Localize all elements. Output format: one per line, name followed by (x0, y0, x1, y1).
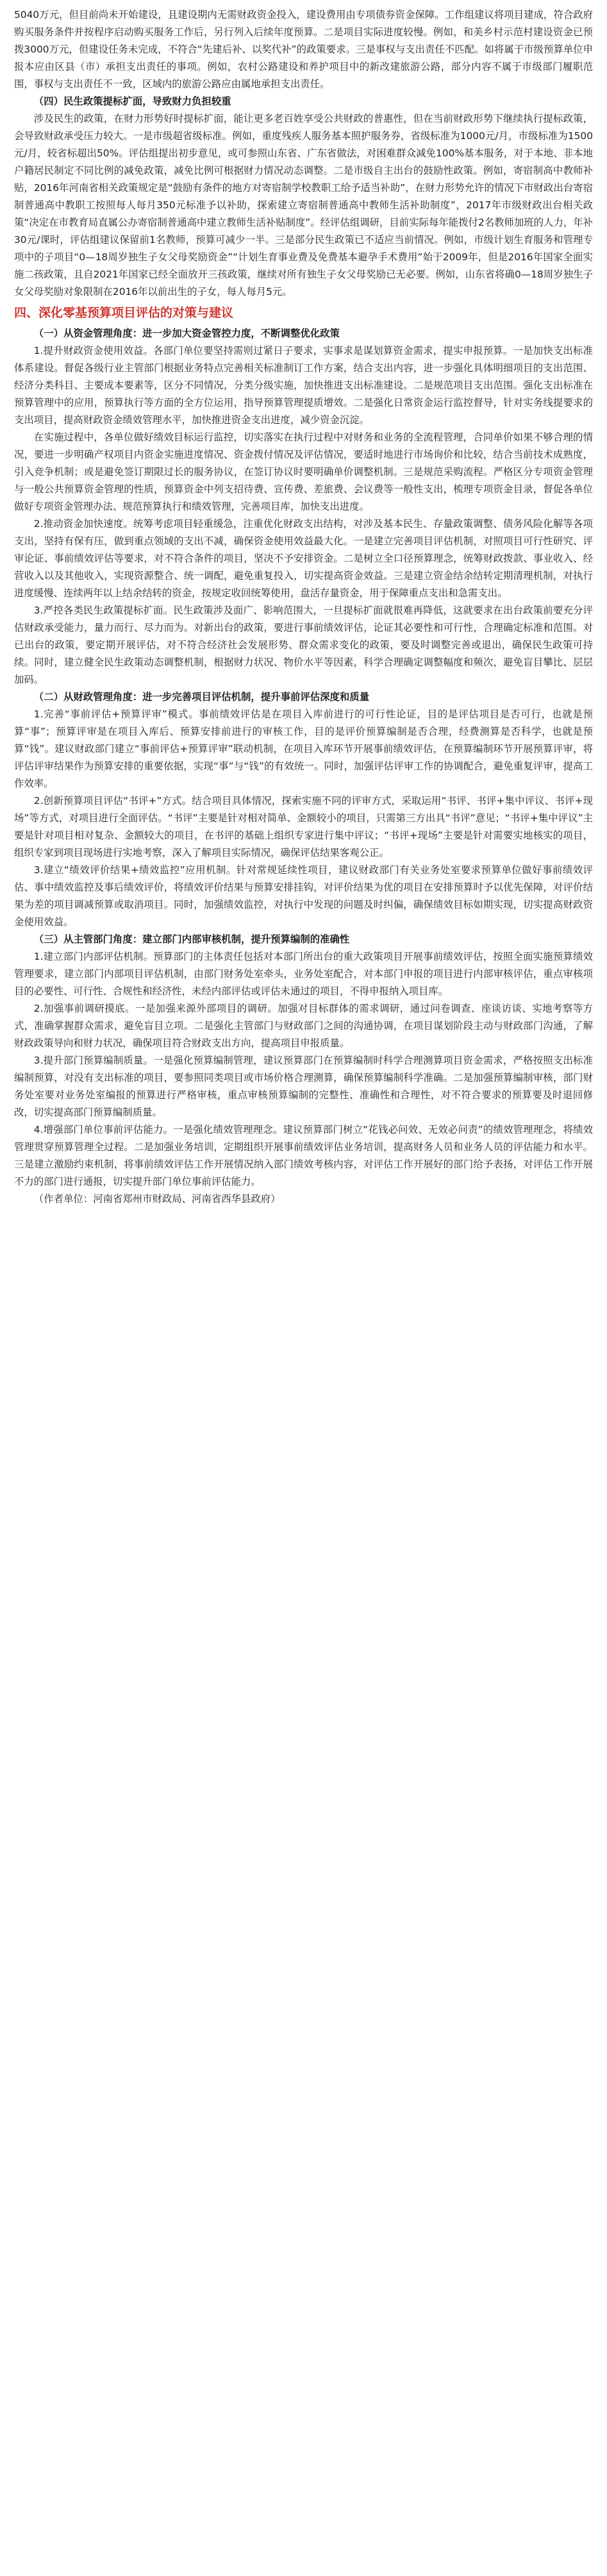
paragraph: 2.推动资金加快速度。统筹考虑项目轻重缓急，注重优化财政支出结构，对涉及基本民生、存量政策调整、债务风险化解等各项支出，坚持有保有压，做到重点领域的支出不减，确保资金使用效益最大化。一是建立完善项目评估机制，对照项目可行性研究、评审论证、事前绩效评估等要求，对不符合条件的项目，坚决不予安排资金。二是树立全口径预算理念，统筹财政拨款、事业收入、经营收入以及其他收入，实现资源整合、统一调配，避免重复投入，切实提高资金效益。三是建立资金结余结转定期清理机制，对执行进度缓慢、连续两年以上结余结转的资金，按规定收回统筹使用，盘活存量资金，用于保障重点支出和急需支出。 (14, 518, 593, 599)
subsection-4-2-heading: （二）从财政管理角度：进一步完善项目评估机制，提升事前评估深度和质量 (33, 691, 370, 703)
subsection-4-1-heading: （一）从资金管理角度：进一步加大资金管控力度，不断调整优化政策 (33, 328, 340, 339)
author-affiliation: （作者单位：河南省郑州市财政局、河南省西华县政府） (33, 1193, 281, 1205)
paragraph: 1.建立部门内部评估机制。预算部门的主体责任包括对本部门所出台的重大政策项目开展事前绩效评估，按照全面实施预算绩效管理要求，建立部门内部项目评估机制，由部门财务处室牵头，业务处室配合，对本部门申报的项目进行内部审核评估，重点审核项目的必要性、可行性、合规性和经济性，未经内部评估或评估未通过的项目，不得申报纳入项目库。 (14, 951, 593, 997)
paragraph: 2.创新预算项目评估“书评+”方式。结合项目具体情况，探索实施不同的评审方式，采取运用“书评、书评+集中评议、书评+现场”等方式，对项目进行全面评估。“书评”主要是针对相对简单、金额较小的项目，只需第三方出具“书评”意见；“书评+集中评议”主要是针对项目相对复杂、金额较大的项目，在书评的基础上组织专家进行集中评议；“书评+现场”主要是针对需要实地核实的项目，组织专家到项目现场进行实地考察，深入了解项目实际情况，确保评估结果客观公正。 (14, 795, 593, 858)
paragraph: 3.严控各类民生政策提标扩面。民生政策涉及面广、影响范围大，一旦提标扩面就很难再降低，这就要求在出台政策前要充分评估财政承受能力，量力而行、尽力而为。对新出台的政策，要进行事前绩效评估，论证其必要性和可行性，合理确定标准和范围。对已出台的政策，要定期开展评估，对不符合经济社会发展形势、群众需求变化的政策，要及时调整完善或退出，确保民生政策可持续。同时，建立健全民生政策动态调整机制，根据财力状况、物价水平等因素，科学合理确定调整幅度和频次，避免盲目攀比、层层加码。 (14, 605, 593, 685)
section-4-heading: 四、深化零基预算项目评估的对策与建议 (14, 306, 234, 320)
paragraph: 3.建立“绩效评价结果+绩效监控”应用机制。针对常规延续性项目，建议财政部门有关业务处室要求预算单位做好事前绩效评估、事中绩效监控及事后绩效评价，将绩效评价结果与预算安排挂钩，对评价结果为优的项目在安排预算时予以优先保障，对评价结果为差的项目调减预算或取消项目。同时，加强绩效监控，对执行中发现的问题及时纠偏，确保绩效目标如期实现，切实提高财政资金使用效益。 (14, 864, 593, 928)
paragraph: 3.提升部门预算编制质量。一是强化预算编制管理，建议预算部门在预算编制时科学合理测算项目资金需求，严格按照支出标准编制预算，对没有支出标准的项目，要参照同类项目或市场价格合理测算，确保预算编制科学准确。二是加强预算编制审核，部门财务处室要对业务处室编报的预算进行严格审核，重点审核预算编制的完整性、准确性和合理性，对不符合要求的预算要及时退回修改，切实提高部门预算编制质量。 (14, 1055, 593, 1118)
subsection-4-body: 涉及民生的政策，在财力形势好时提标扩面，能让更多老百姓享受公共财政的普惠性，但在当前财政形势下继续执行提标政策，会导致财政承受压力较大。一是市级超省级标准。例如，重度残疾人服务基本照护服务券，省级标准为1000元/月，市级标准为1500元/月，较省标超出50%。评估组提出初步意见，或可参照山东省、广东省做法，对困难群众减免100%基本服务，对于本地、非本地户籍居民制定不同比例的减免政策，减免比例可根据财力情况动态调整。二是市级自主出台的鼓励性政策。例如，寄宿制高中教师补贴，2016年河南省相关政策规定是“鼓励有条件的地方对寄宿制学校教职工给予适当补助”，在财力形势允许的情况下市财政出台寄宿制普通高中教职工按照每人每月350元标准予以补助，探索建立寄宿制普通高中教师生活补助制度”，2017年市级财政出台相关政策“决定在市教育局直属公办寄宿制普通高中建立教师生活补贴制度”。经评估组调研，目前实际每年能拨付2名教师加班的人力，年补30元/课时，评估组建议保留前1名教师，预算可减少一半。三是部分民生政策已不适应当前情况。例如，市级计划生育服务和管理专项中的子项目“0—18周岁独生子女父母奖励资金”“计划生育事业费及免费基本避孕手术费用”始于2009年，但是2016年国家全面实施二孩政策，且自2021年国家已经全面放开三孩政策，继续对所有独生子女父母奖励已无必要。例如，山东省将确0—18周岁独生子女父母奖励对象限制在2016年以前出生的子女，每人每月5元。 (14, 113, 594, 297)
paragraph: 2.加强事前调研摸底。一是加强来源外部项目的调研。加强对目标群体的需求调研，通过问卷调查、座谈访谈、实地考察等方式，准确掌握群众需求，避免盲目立项。二是强化主管部门与财政部门之间的沟通协调，在项目谋划阶段主动与财政部门沟通，了解财政政策导向和财力状况，确保项目符合财政支出方向，提高项目申报质量。 (14, 1003, 593, 1049)
paragraph: 4.增强部门单位事前评估能力。一是强化绩效管理理念。建议预算部门树立“花钱必问效、无效必问责”的绩效管理理念，将绩效管理贯穿预算管理全过程。二是加强业务培训，定期组织开展事前绩效评估业务培训，提高财务人员和业务人员的评估能力和水平。三是建立激励约束机制，将事前绩效评估工作开展情况纳入部门绩效考核内容，对评估工作开展好的部门给予表扬，对评估工作开展不力的部门进行通报，切实提升部门单位事前评估能力。 (14, 1124, 593, 1187)
subsection-4-3-heading: （三）从主管部门角度：建立部门内部审核机制，提升预算编制的准确性 (33, 933, 350, 945)
paragraph: 在实施过程中，各单位做好绩效目标运行监控，切实落实在执行过程中对财务和业务的全流程管理，合同单价如果不够合理的情况，要进一步明确产权项目内资金实施进度情况、资金拨付情况及评估情况，要适时地进行市场询价和比较，结合当前技术成熟度，引入竞争机制；或是避免签订期限过长的服务协议，在签订协议时要明确单价调整机制。三是规范采购流程。严格区分专项资金管理与一般公共预算资金管理的性质，预算资金中列支招待费、宣传费、差旅费、会议费等一般性支出，梳理专项资金目录，督促各单位做好专项资金管理办法、规范预算执行和绩效管理，完善项目库，加快支出进度。 (14, 431, 593, 512)
paragraph: 1.完善“事前评估+预算评审”模式。事前绩效评估是在项目入库前进行的可行性论证，目的是评估项目是否可行，也就是预算“事”；预算评审是在项目入库后、预算安排前进行的审核工作，目的是评价预算编制是否合理，经费测算是否科学，也就是预算“钱”。建议财政部门建立“事前评估+预算评审”联动机制，在项目入库环节开展事前绩效评估，在预算编制环节开展预算评审，将评估评审结果作为预算安排的重要依据，实现“事”与“钱”的有效统一。同时，加强评估评审工作的协调配合，避免重复评审，提高工作效率。 (14, 708, 593, 789)
intro-paragraph: 5040万元，但目前尚未开始建设，且建设期内无需财政资金投入，建设费用由专项债券资金保障。工作组建议将项目建成，符合政府购买服务条件并按程序启动购买服务工作后，另行列入后续年度预算。二是项目实际进度较慢。例如，和美乡村示范村建设资金已预拨3000万元，但建设任务未完成，不符合“先建后补、以奖代补”的政策要求。三是事权与支出责任不匹配。如将属于市级预算单位申报本应由区县（市）承担支出责任的事项。例如，农村公路建设和养护项目中的新改建旅游公路，部分内容不属于市级部门履职范围，事权与支出责任不一致，区域内的旅游公路应由属地承担支出责任。 (14, 9, 593, 90)
subsection-4-heading: （四）民生政策提标扩面，导致财力负担较重 (33, 96, 231, 107)
paragraph: 1.提升财政资金使用效益。各部门单位要坚持需则过紧日子要求，实事求是谋划算资金需求，提实申报预算。一是加快支出标准体系建设。督促各级行业主管部门根据业务特点完善相关标准制订工作方案，结合支出内容，进一步强化具体明细项目的支出范围、经济分类科目、主要成本要素等，区分不同情况，分类分级实施，加快推进支出标准建设。二是规范项目支出范围。强化支出标准在预算管理中的应用，预算执行等方面的全方位运用，指导预算管理提质增效。二是强化日常资金运行监控督导，针对实务线提要求的支出项目，提高财政资金绩效管理水平，加快推进资金支出进度，减少资金沉淀。 (14, 345, 593, 426)
